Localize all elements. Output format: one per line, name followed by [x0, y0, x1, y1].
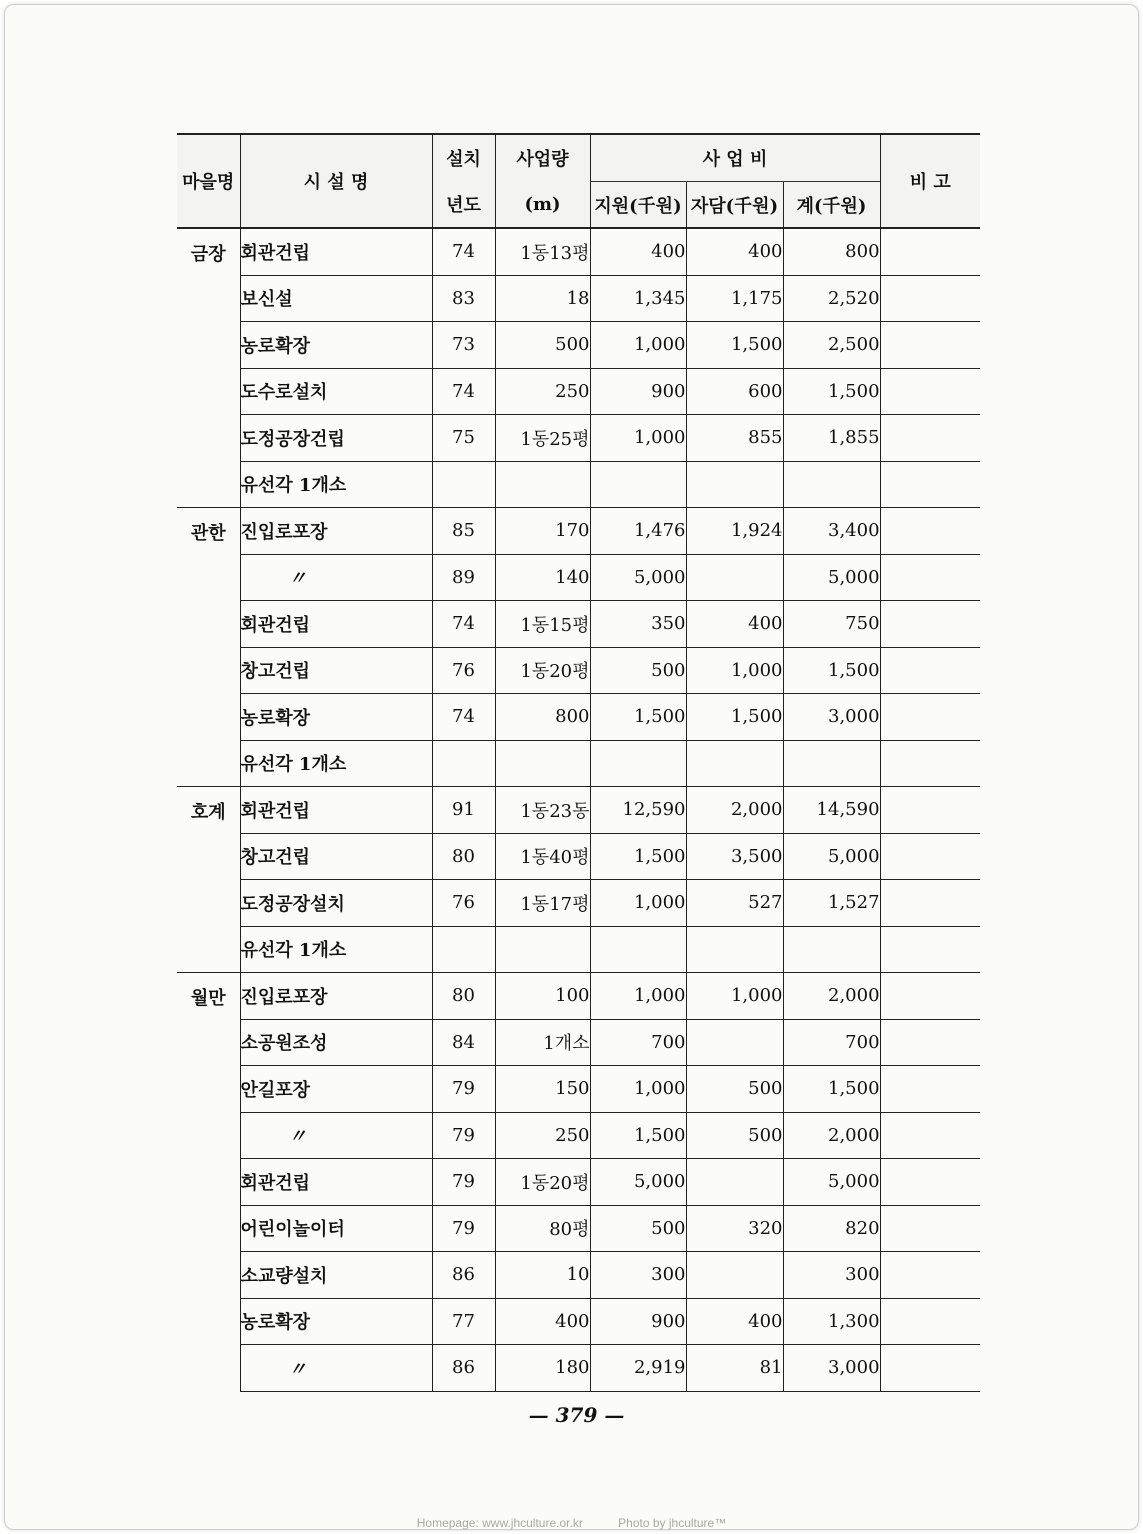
total-cell: 800 — [783, 228, 880, 275]
header-year-bottom: 년도 — [432, 182, 495, 229]
facility-cell: 창고건립 — [240, 647, 432, 694]
table-row — [177, 647, 980, 694]
total-cell: 1,500 — [783, 368, 880, 415]
amount-cell: 1동15평 — [495, 601, 590, 648]
self-cell — [686, 740, 783, 787]
year-cell: 79 — [432, 1205, 495, 1252]
note-cell — [880, 1159, 980, 1206]
facility-cell: 진입로포장 — [240, 508, 432, 555]
support-cell: 1,000 — [590, 880, 686, 927]
table-row — [177, 508, 980, 555]
self-cell: 500 — [686, 1112, 783, 1159]
note-cell — [880, 508, 980, 555]
facility-cell: 유선각 1개소 — [240, 461, 432, 508]
support-cell: 900 — [590, 1298, 686, 1345]
facility-cell: 도수로설치 — [240, 368, 432, 415]
year-cell: 89 — [432, 554, 495, 601]
amount-cell: 10 — [495, 1252, 590, 1299]
support-cell — [590, 461, 686, 508]
total-cell: 2,500 — [783, 322, 880, 369]
note-cell — [880, 554, 980, 601]
self-cell: 400 — [686, 228, 783, 275]
village-cell: 호계 — [177, 787, 240, 973]
self-cell: 1,924 — [686, 508, 783, 555]
support-cell: 1,500 — [590, 1112, 686, 1159]
support-cell: 1,500 — [590, 694, 686, 741]
total-cell: 14,590 — [783, 787, 880, 834]
total-cell: 750 — [783, 601, 880, 648]
self-cell — [686, 1252, 783, 1299]
self-cell: 1,175 — [686, 275, 783, 322]
support-cell: 500 — [590, 1205, 686, 1252]
support-cell: 2,919 — [590, 1345, 686, 1392]
self-cell — [686, 461, 783, 508]
note-cell — [880, 1345, 980, 1392]
support-cell: 1,000 — [590, 1066, 686, 1113]
facility-cell: 소교량설치 — [240, 1252, 432, 1299]
amount-cell: 400 — [495, 1298, 590, 1345]
amount-cell: 1동20평 — [495, 1159, 590, 1206]
year-cell: 86 — [432, 1252, 495, 1299]
note-cell — [880, 461, 980, 508]
table-row — [177, 554, 980, 601]
note-cell — [880, 1252, 980, 1299]
header-total: 계(千원) — [783, 182, 880, 229]
amount-cell: 1동40평 — [495, 833, 590, 880]
year-cell: 80 — [432, 973, 495, 1020]
table-row — [177, 880, 980, 927]
amount-cell — [495, 740, 590, 787]
amount-cell: 250 — [495, 1112, 590, 1159]
header-self: 자담(千원) — [686, 182, 783, 229]
village-cell: 금장 — [190, 244, 226, 265]
village-cell: 관한 — [177, 508, 240, 787]
year-cell: 91 — [432, 787, 495, 834]
table-row — [177, 1019, 980, 1066]
support-cell: 900 — [590, 368, 686, 415]
total-cell — [783, 926, 880, 973]
facility-cell: 회관건립 — [240, 228, 432, 275]
amount-cell: 150 — [495, 1066, 590, 1113]
facility-cell: 〃 — [240, 554, 432, 601]
table-header — [177, 134, 980, 228]
support-cell: 1,000 — [590, 973, 686, 1020]
note-cell — [880, 415, 980, 462]
table-row — [177, 833, 980, 880]
self-cell: 600 — [686, 368, 783, 415]
self-cell: 1,500 — [686, 694, 783, 741]
support-cell: 300 — [590, 1252, 686, 1299]
header-amount-top: 사업량 — [495, 134, 590, 182]
self-cell: 81 — [686, 1345, 783, 1392]
note-cell — [880, 833, 980, 880]
scanned-page — [4, 4, 1139, 1530]
facility-cell: 안길포장 — [240, 1066, 432, 1113]
total-cell: 1,527 — [783, 880, 880, 927]
amount-cell: 800 — [495, 694, 590, 741]
year-cell: 75 — [432, 415, 495, 462]
facility-cell: 창고건립 — [240, 833, 432, 880]
village-cell: 월만 — [177, 973, 240, 1392]
amount-cell: 18 — [495, 275, 590, 322]
amount-cell: 1동17평 — [495, 880, 590, 927]
facility-cell: 〃 — [240, 1112, 432, 1159]
support-cell — [590, 926, 686, 973]
year-cell — [432, 926, 495, 973]
facility-cell: 〃 — [240, 1345, 432, 1392]
header-support: 지원(千원) — [590, 182, 686, 229]
table-row — [177, 926, 980, 973]
photo-by-credit: Photo by jhculture™ — [618, 1516, 727, 1530]
self-cell — [686, 554, 783, 601]
year-cell: 85 — [432, 508, 495, 555]
amount-cell — [495, 926, 590, 973]
amount-cell — [495, 461, 590, 508]
self-cell — [686, 926, 783, 973]
amount-cell: 1개소 — [495, 1019, 590, 1066]
total-cell: 300 — [783, 1252, 880, 1299]
table-row — [177, 368, 980, 415]
facility-cell: 농로확장 — [240, 694, 432, 741]
support-cell: 12,590 — [590, 787, 686, 834]
support-cell: 700 — [590, 1019, 686, 1066]
table-row — [177, 1298, 980, 1345]
note-cell — [880, 1019, 980, 1066]
total-cell: 2,000 — [783, 973, 880, 1020]
facility-cell: 회관건립 — [240, 601, 432, 648]
table-row — [177, 973, 980, 1020]
photo-credit — [0, 1516, 1143, 1530]
table-body — [177, 228, 980, 1391]
note-cell — [880, 787, 980, 834]
year-cell: 79 — [432, 1066, 495, 1113]
self-cell: 320 — [686, 1205, 783, 1252]
year-cell: 83 — [432, 275, 495, 322]
facility-cell: 진입로포장 — [240, 973, 432, 1020]
total-cell: 2,520 — [783, 275, 880, 322]
self-cell: 1,500 — [686, 322, 783, 369]
facility-cell: 회관건립 — [240, 1159, 432, 1206]
year-cell: 74 — [432, 694, 495, 741]
table-row — [177, 228, 980, 275]
header-cost: 사 업 비 — [590, 134, 880, 182]
header-facility: 시 설 명 — [240, 134, 432, 228]
year-cell: 74 — [432, 228, 495, 275]
note-cell — [880, 647, 980, 694]
table-row — [177, 694, 980, 741]
amount-cell: 1동13평 — [495, 228, 590, 275]
total-cell: 1,855 — [783, 415, 880, 462]
facility-cell: 회관건립 — [240, 787, 432, 834]
total-cell: 2,000 — [783, 1112, 880, 1159]
support-cell: 5,000 — [590, 554, 686, 601]
facility-table — [177, 133, 980, 1392]
table-row — [177, 1252, 980, 1299]
total-cell: 3,400 — [783, 508, 880, 555]
year-cell — [432, 740, 495, 787]
amount-cell: 1동23동 — [495, 787, 590, 834]
self-cell: 400 — [686, 601, 783, 648]
amount-cell: 140 — [495, 554, 590, 601]
table-row — [177, 275, 980, 322]
facility-cell: 유선각 1개소 — [240, 926, 432, 973]
table-row — [177, 415, 980, 462]
facility-cell: 농로확장 — [240, 322, 432, 369]
facility-cell: 도정공장건립 — [240, 415, 432, 462]
note-cell — [880, 1112, 980, 1159]
total-cell: 700 — [783, 1019, 880, 1066]
facility-cell: 유선각 1개소 — [240, 740, 432, 787]
table-row — [177, 1345, 980, 1392]
year-cell: 86 — [432, 1345, 495, 1392]
facility-cell: 어린이놀이터 — [240, 1205, 432, 1252]
note-cell — [880, 322, 980, 369]
facility-cell: 보신설 — [240, 275, 432, 322]
self-cell — [686, 1159, 783, 1206]
note-cell — [880, 1066, 980, 1113]
total-cell — [783, 740, 880, 787]
year-cell: 74 — [432, 601, 495, 648]
total-cell: 5,000 — [783, 554, 880, 601]
total-cell — [783, 461, 880, 508]
year-cell: 84 — [432, 1019, 495, 1066]
self-cell: 855 — [686, 415, 783, 462]
facility-cell: 도정공장설치 — [240, 880, 432, 927]
page-number: — 379 — — [528, 1403, 625, 1427]
total-cell: 820 — [783, 1205, 880, 1252]
year-cell: 74 — [432, 368, 495, 415]
amount-cell: 500 — [495, 322, 590, 369]
total-cell: 5,000 — [783, 833, 880, 880]
amount-cell: 180 — [495, 1345, 590, 1392]
total-cell: 3,000 — [783, 694, 880, 741]
table-row — [177, 1205, 980, 1252]
self-cell: 527 — [686, 880, 783, 927]
support-cell: 5,000 — [590, 1159, 686, 1206]
self-cell — [686, 1019, 783, 1066]
support-cell: 1,500 — [590, 833, 686, 880]
facility-cell: 농로확장 — [240, 1298, 432, 1345]
note-cell — [880, 694, 980, 741]
table-row — [177, 461, 980, 508]
note-cell — [880, 228, 980, 275]
note-cell — [880, 740, 980, 787]
total-cell: 1,500 — [783, 1066, 880, 1113]
amount-cell: 100 — [495, 973, 590, 1020]
self-cell: 1,000 — [686, 973, 783, 1020]
amount-cell: 170 — [495, 508, 590, 555]
support-cell: 500 — [590, 647, 686, 694]
support-cell: 1,476 — [590, 508, 686, 555]
self-cell: 2,000 — [686, 787, 783, 834]
year-cell: 80 — [432, 833, 495, 880]
self-cell: 400 — [686, 1298, 783, 1345]
amount-cell: 80평 — [495, 1205, 590, 1252]
support-cell: 400 — [590, 228, 686, 275]
year-cell: 76 — [432, 880, 495, 927]
note-cell — [880, 880, 980, 927]
table-row — [177, 1112, 980, 1159]
year-cell: 73 — [432, 322, 495, 369]
year-cell: 79 — [432, 1112, 495, 1159]
note-cell — [880, 1298, 980, 1345]
table-row — [177, 1159, 980, 1206]
year-cell: 79 — [432, 1159, 495, 1206]
amount-cell: 250 — [495, 368, 590, 415]
total-cell: 1,300 — [783, 1298, 880, 1345]
note-cell — [880, 926, 980, 973]
support-cell — [590, 740, 686, 787]
year-cell: 76 — [432, 647, 495, 694]
amount-cell: 1동20평 — [495, 647, 590, 694]
header-amount-bottom: (m) — [495, 182, 590, 229]
header-village: 마을명 — [177, 134, 240, 228]
self-cell: 1,000 — [686, 647, 783, 694]
note-cell — [880, 601, 980, 648]
support-cell: 1,000 — [590, 322, 686, 369]
support-cell: 1,000 — [590, 415, 686, 462]
year-cell: 77 — [432, 1298, 495, 1345]
facility-cell: 소공원조성 — [240, 1019, 432, 1066]
note-cell — [880, 275, 980, 322]
self-cell: 500 — [686, 1066, 783, 1113]
note-cell — [880, 973, 980, 1020]
table-row — [177, 322, 980, 369]
note-cell — [880, 368, 980, 415]
homepage-credit: Homepage: www.jhculture.or.kr — [416, 1516, 583, 1530]
total-cell: 1,500 — [783, 647, 880, 694]
table-row — [177, 740, 980, 787]
self-cell: 3,500 — [686, 833, 783, 880]
amount-cell: 1동25평 — [495, 415, 590, 462]
support-cell: 350 — [590, 601, 686, 648]
note-cell — [880, 1205, 980, 1252]
header-note: 비 고 — [880, 134, 980, 228]
table-row — [177, 787, 980, 834]
year-cell — [432, 461, 495, 508]
support-cell: 1,345 — [590, 275, 686, 322]
total-cell: 5,000 — [783, 1159, 880, 1206]
total-cell: 3,000 — [783, 1345, 880, 1392]
header-year-top: 설치 — [432, 134, 495, 182]
table-row — [177, 601, 980, 648]
table-row — [177, 1066, 980, 1113]
